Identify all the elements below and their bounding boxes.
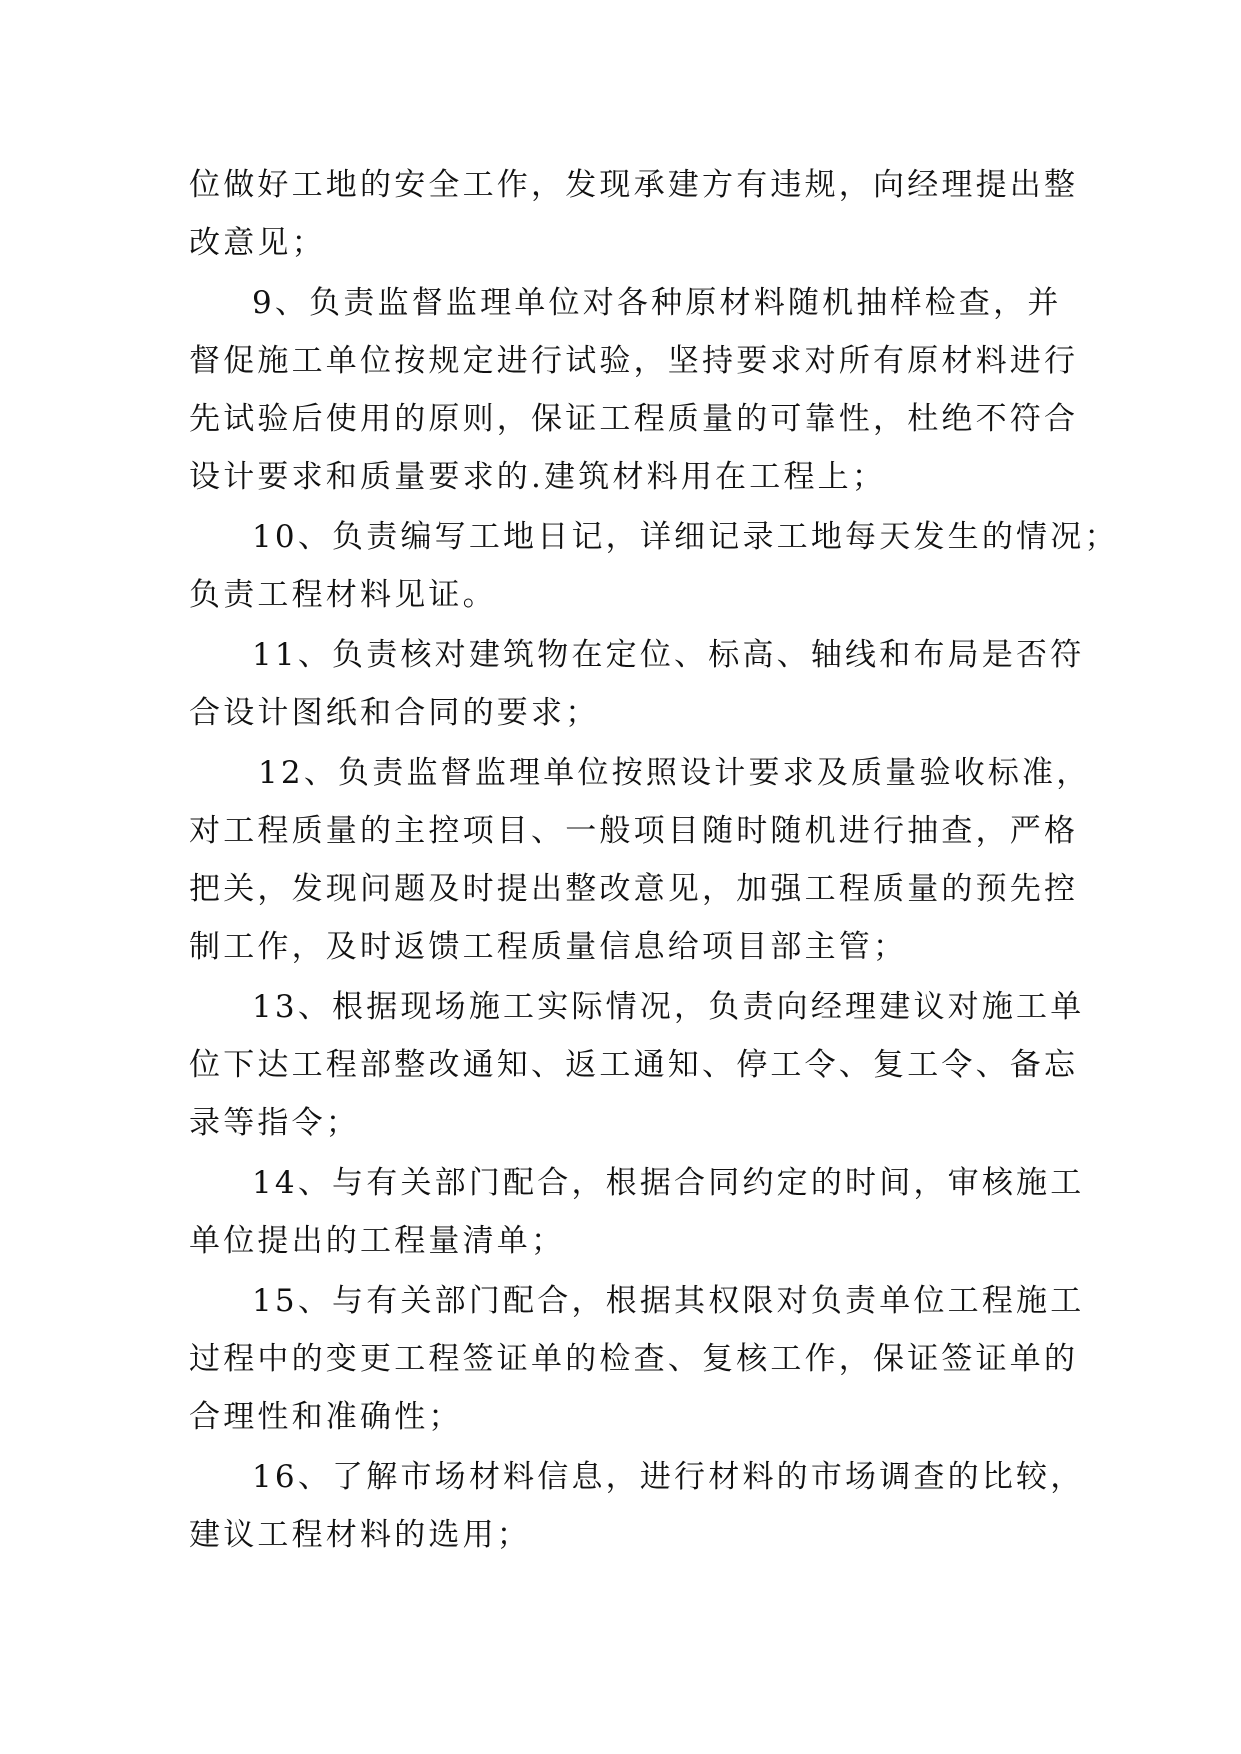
paragraph-15-line: 15、与有关部门配合，根据其权限对负责单位工程施工 xyxy=(252,1283,1085,1319)
paragraph-9-line: 9、负责监督监理单位对各种原材料随机抽样检查，并 xyxy=(252,285,1062,321)
text-line: 制工作，及时返馈工程质量信息给项目部主管； xyxy=(189,929,908,965)
text-line: 督促施工单位按规定进行试验，坚持要求对所有原材料进行 xyxy=(189,343,1079,379)
paragraph-13-line: 13、根据现场施工实际情况，负责向经理建议对施工单 xyxy=(252,989,1085,1025)
text-line: 负责工程材料见证。 xyxy=(189,577,497,613)
paragraph-14-line: 14、与有关部门配合，根据合同约定的时间，审核施工 xyxy=(252,1165,1085,1201)
text-line: 位做好工地的安全工作，发现承建方有违规，向经理提出整 xyxy=(189,167,1079,203)
paragraph-11-line: 11、负责核对建筑物在定位、标高、轴线和布局是否符 xyxy=(252,637,1085,673)
text-line: 对工程质量的主控项目、一般项目随时随机进行抽查，严格 xyxy=(189,813,1079,849)
text-line: 合理性和准确性； xyxy=(189,1399,463,1435)
text-line: 把关，发现问题及时提出整改意见，加强工程质量的预先控 xyxy=(189,871,1079,907)
text-line: 先试验后使用的原则，保证工程质量的可靠性，杜绝不符合 xyxy=(189,401,1079,437)
text-line: 过程中的变更工程签证单的检查、复核工作，保证签证单的 xyxy=(189,1341,1079,1377)
text-line: 位下达工程部整改通知、返工通知、停工令、复工令、备忘 xyxy=(189,1047,1079,1083)
paragraph-16-line: 16、了解市场材料信息，进行材料的市场调查的比较， xyxy=(252,1459,1085,1495)
paragraph-12-line: 12、负责监督监理单位按照设计要求及质量验收标准， xyxy=(258,755,1091,791)
text-line: 录等指令； xyxy=(189,1105,360,1141)
text-line: 改意见； xyxy=(189,225,326,261)
text-line: 设计要求和质量要求的.建筑材料用在工程上； xyxy=(189,459,887,495)
text-line: 建议工程材料的选用； xyxy=(189,1517,531,1553)
text-line: 单位提出的工程量清单； xyxy=(189,1223,566,1259)
paragraph-10-line: 10、负责编写工地日记，详细记录工地每天发生的情况； xyxy=(252,519,1119,555)
text-line: 合设计图纸和合同的要求； xyxy=(189,695,600,731)
